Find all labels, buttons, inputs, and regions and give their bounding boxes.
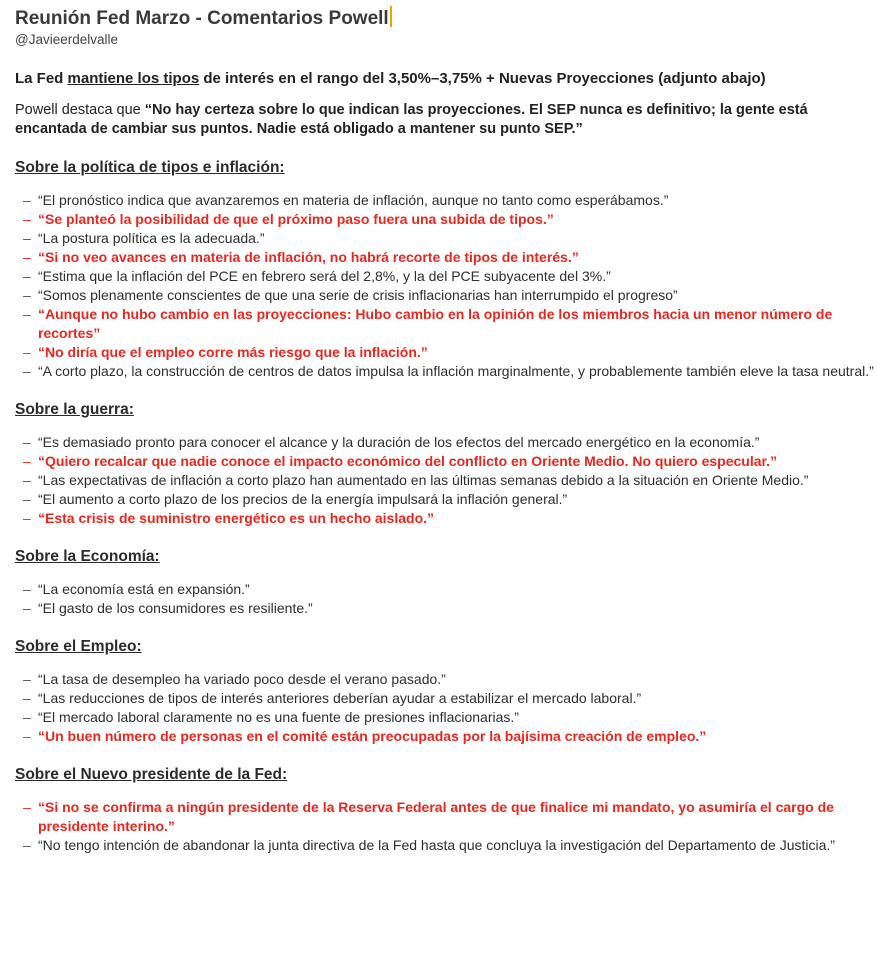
bullet-list: [15, 670, 877, 746]
bullet-list: [15, 433, 877, 528]
highlighted-quote-item: – “Se planteó la posibilidad de que el próximo paso fuera una subida de tipos.”: [15, 210, 875, 229]
highlighted-quote-item: – “Si no se confirma a ningún presidente de la Reserva Federal antes de que finalice mi mandato, yo asumiría el cargo de presidente interino.”: [15, 798, 875, 836]
section-title: Sobre el Empleo:: [15, 638, 142, 655]
highlighted-quote-item: – “Un buen número de personas en el comité están preocupadas por la bajísima creación de empleo.”: [15, 727, 875, 746]
section: [15, 400, 877, 528]
section: [15, 765, 877, 855]
bullet-list: [15, 798, 877, 855]
section-title: Sobre la guerra:: [15, 401, 134, 418]
headline: [15, 69, 877, 89]
intro-prefix: Powell destaca que: [15, 102, 145, 118]
quote-item: – “La postura política es la adecuada.”: [15, 229, 875, 248]
headline-underlined: mantiene los tipos: [67, 70, 200, 87]
quote-item: – “No tengo intención de abandonar la junta directiva de la Fed hasta que concluya la investigación del Departamento de Justicia.”: [15, 836, 875, 855]
section: [15, 547, 877, 618]
highlighted-quote-item: – “Aunque no hubo cambio en las proyecciones: Hubo cambio en la opinión de los miembros hacia un menor número de recortes”: [15, 305, 875, 343]
highlighted-quote-item: – “Si no veo avances en materia de inflación, no habrá recorte de tipos de interés.”: [15, 248, 875, 267]
sections-container: [15, 158, 877, 855]
text-cursor: [390, 6, 392, 27]
headline-suffix: de interés en el rango del 3,50%–3,75% + Nuevas Proyecciones (adjunto abajo): [199, 70, 766, 87]
quote-item: – “El mercado laboral claramente no es una fuente de presiones inflacionarias.”: [15, 708, 875, 727]
quote-item: – “El aumento a corto plazo de los precios de la energía impulsará la inflación general.”: [15, 490, 875, 509]
note-title-text: Reunión Fed Marzo - Comentarios Powell: [15, 8, 389, 29]
headline-prefix: La Fed: [15, 70, 68, 87]
note-title[interactable]: [15, 6, 392, 30]
quote-item: – “Estima que la inflación del PCE en febrero será del 2,8%, y la del PCE subyacente del 3%.”: [15, 267, 875, 286]
bullet-list: [15, 580, 877, 618]
section: [15, 158, 877, 381]
highlighted-quote-item: – “Esta crisis de suministro energético es un hecho aislado.”: [15, 509, 875, 528]
intro-paragraph: [15, 101, 865, 139]
quote-item: – “Las reducciones de tipos de interés anteriores deberían ayudar a estabilizar el mercado laboral.”: [15, 689, 875, 708]
section: [15, 637, 877, 746]
quote-item: – “Las expectativas de inflación a corto plazo han aumentado en las últimas semanas debido a la situación en Oriente Medio.”: [15, 471, 875, 490]
quote-item: – “El pronóstico indica que avanzaremos en materia de inflación, aunque no tanto como esperábamos.”: [15, 191, 875, 210]
quote-item: – “Es demasiado pronto para conocer el alcance y la duración de los efectos del mercado energético en la economía.”: [15, 433, 875, 452]
section-title: Sobre la Economía:: [15, 548, 160, 565]
intro-quote: “No hay certeza sobre lo que indican las proyecciones. El SEP nunca es definitivo; la gente está encantada de cambiar sus puntos. Nadie está obligado a mantener su punto SEP.”: [15, 102, 808, 137]
quote-item: – “A corto plazo, la construcción de centros de datos impulsa la inflación marginalmente, y probablemente también eleve la tasa neutral.”: [15, 362, 875, 381]
section-title: Sobre el Nuevo presidente de la Fed:: [15, 766, 288, 783]
quote-item: – “El gasto de los consumidores es resiliente.”: [15, 599, 875, 618]
author-handle: @Javieerdelvalle: [15, 32, 119, 47]
bullet-list: [15, 191, 877, 381]
quote-item: – “Somos plenamente conscientes de que una serie de crisis inflacionarias han interrumpido el progreso”: [15, 286, 875, 305]
section-title: Sobre la política de tipos e inflación:: [15, 159, 285, 176]
note-header: [15, 6, 877, 49]
quote-item: – “La tasa de desempleo ha variado poco desde el verano pasado.”: [15, 670, 875, 689]
highlighted-quote-item: – “Quiero recalcar que nadie conoce el impacto económico del conflicto en Oriente Medio. No quiero especular.”: [15, 452, 875, 471]
highlighted-quote-item: – “No diría que el empleo corre más riesgo que la inflación.”: [15, 343, 875, 362]
quote-item: – “La economía está en expansión.”: [15, 580, 875, 599]
